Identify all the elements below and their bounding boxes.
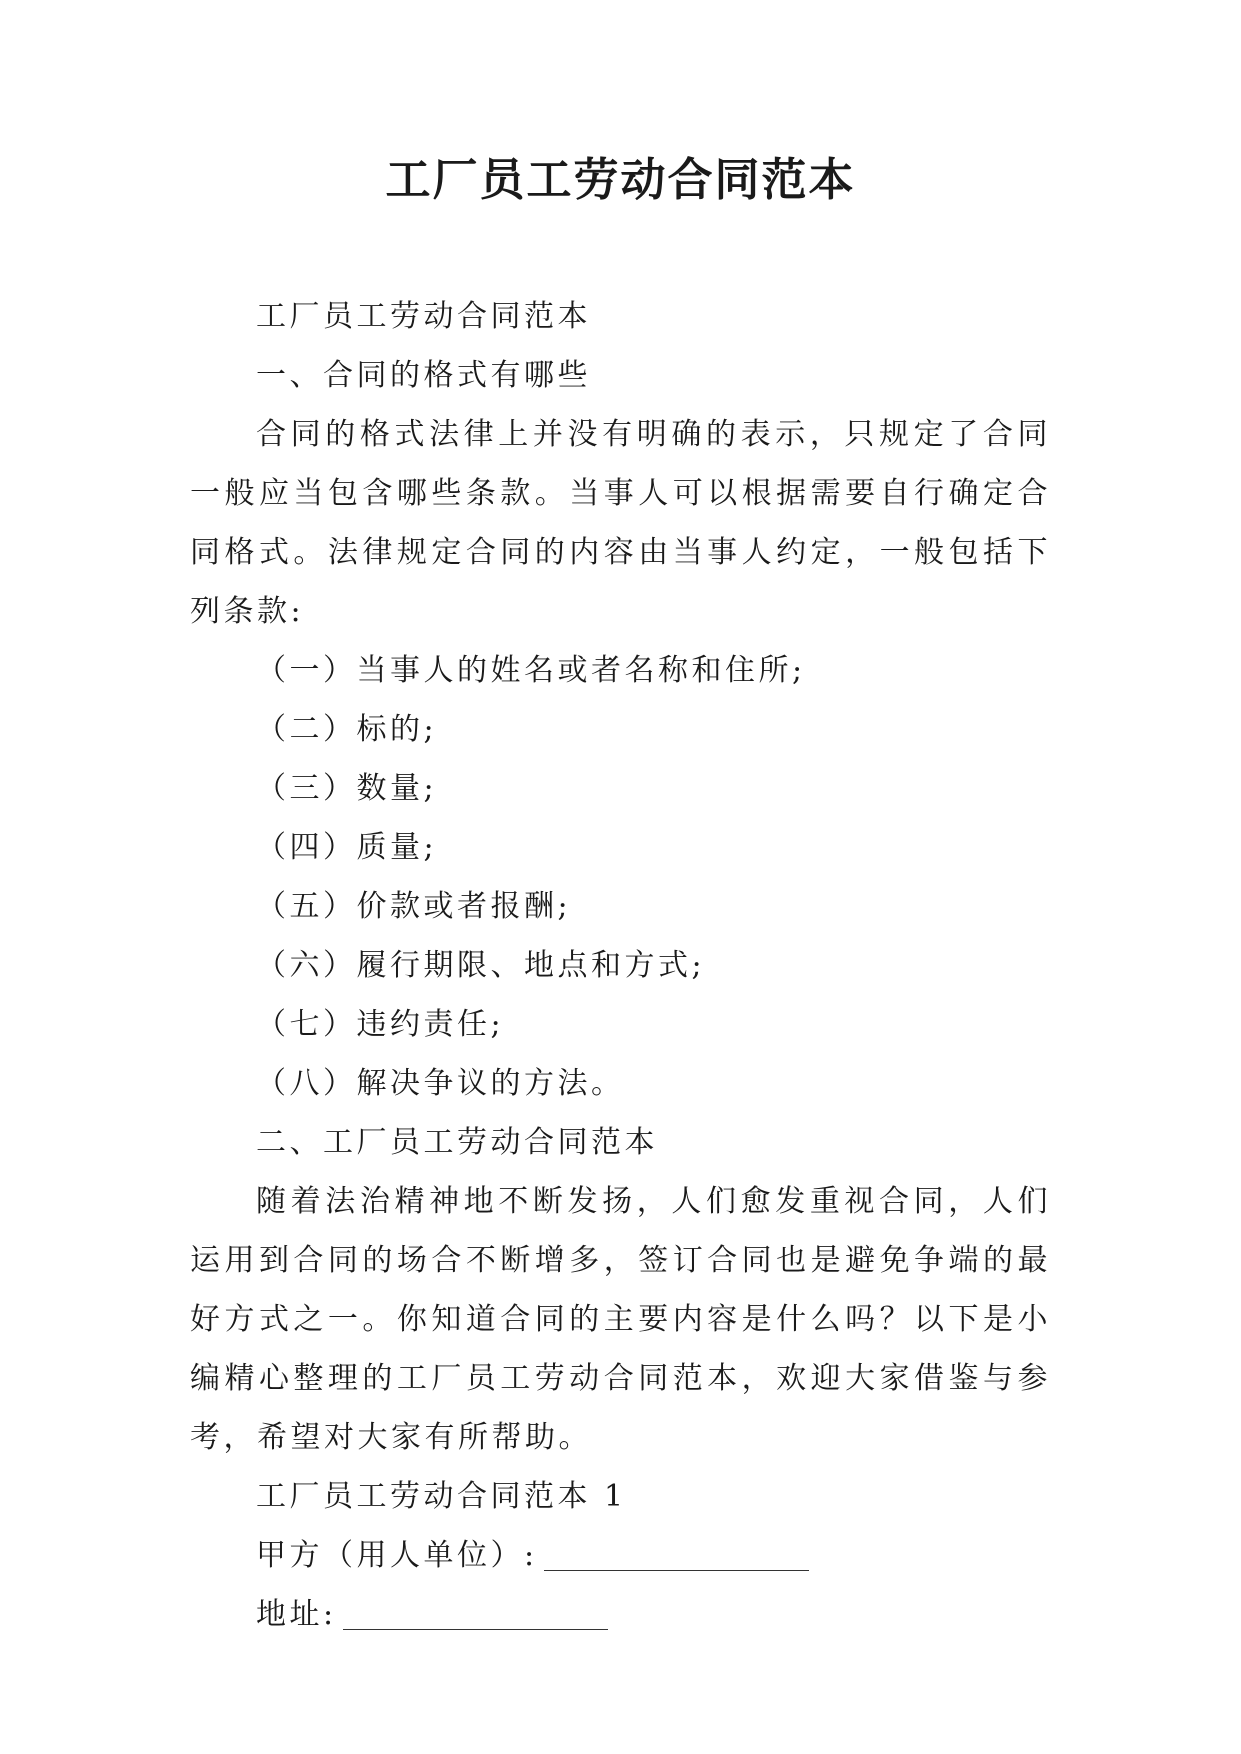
section-heading-2: 二、工厂员工劳动合同范本	[256, 1125, 658, 1160]
paragraph-contract-format: 合同的格式法律上并没有明确的表示，只规定了合同一般应当包含哪些条款。当事人可以根据需要自行确定合同格式。法律规定合同的内容由当事人约定，一般包括下列条款:	[190, 417, 1051, 629]
section-heading-1: 一、合同的格式有哪些	[256, 358, 591, 393]
address-blank-field[interactable]	[343, 1599, 608, 1630]
party-a-line	[190, 1526, 1051, 1585]
list-item: （七）违约责任;	[256, 1007, 505, 1042]
contract-sample-heading: 工厂员工劳动合同范本 1	[256, 1479, 627, 1514]
document-title: 工厂员工劳动合同范本	[385, 153, 856, 206]
party-a-blank-field[interactable]	[544, 1540, 809, 1571]
list-item: （二）标的;	[256, 712, 438, 747]
document-body	[190, 287, 1051, 1644]
list-item: （四）质量;	[256, 830, 438, 865]
list-item: （三）数量;	[256, 771, 438, 806]
party-a-label: 甲方（用人单位）:	[256, 1538, 538, 1573]
paragraph-subtitle: 工厂员工劳动合同范本	[256, 299, 591, 334]
list-item: （六）履行期限、地点和方式;	[256, 948, 706, 983]
paragraph-intro: 随着法治精神地不断发扬，人们愈发重视合同，人们运用到合同的场合不断增多，签订合同也是避免争端的最好方式之一。你知道合同的主要内容是什么吗？以下是小编精心整理的工厂员工劳动合同范本，欢迎大家借鉴与参考，希望对大家有所帮助。	[190, 1184, 1051, 1455]
list-item: （五）价款或者报酬;	[256, 889, 572, 924]
list-item: （八）解决争议的方法。	[256, 1066, 625, 1101]
address-line	[190, 1585, 1051, 1644]
list-item: （一）当事人的姓名或者名称和住所;	[256, 653, 806, 688]
address-label: 地址:	[256, 1597, 337, 1632]
